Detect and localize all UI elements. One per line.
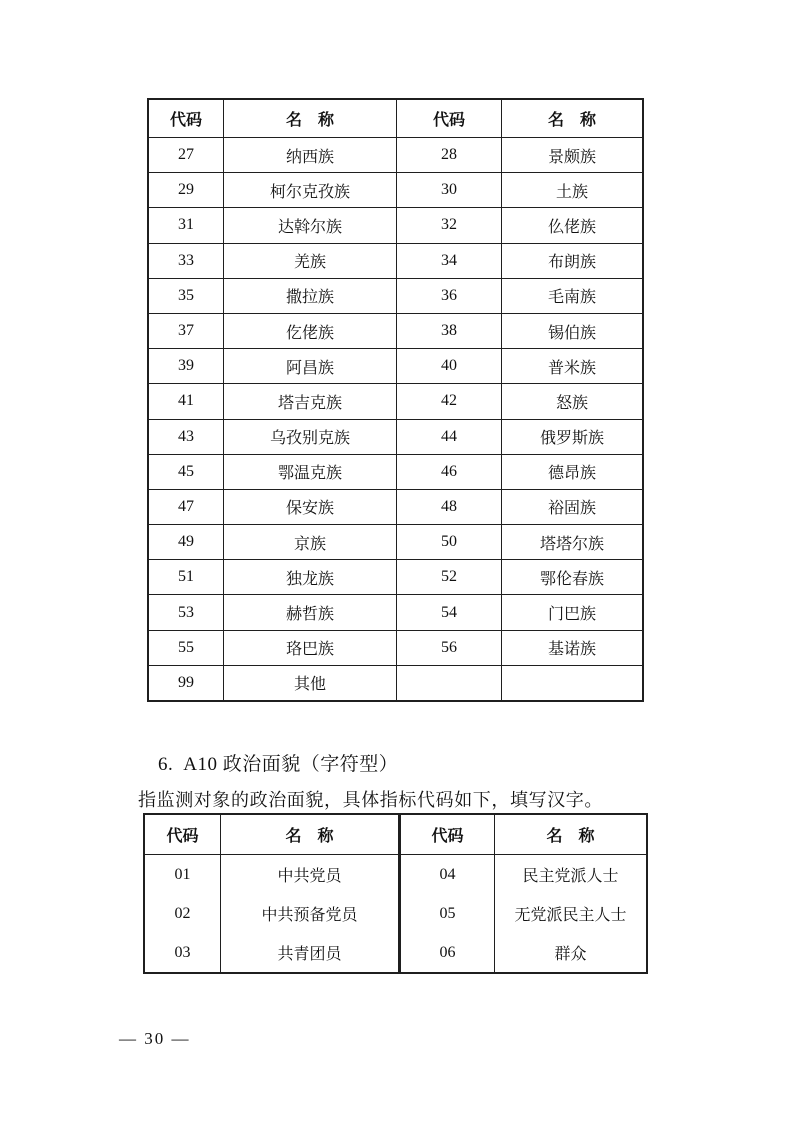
table-cell: 达斡尔族 [224, 208, 397, 243]
table-cell: 31 [148, 208, 224, 243]
table-row [148, 595, 643, 630]
section-description: 指监测对象的政治面貌，具体指标代码如下，填写汉字。 [138, 790, 603, 810]
table-row [148, 313, 643, 348]
table-cell: 33 [148, 243, 224, 278]
table-cell: 48 [397, 489, 502, 524]
table-row [148, 560, 643, 595]
table-cell: 群众 [495, 933, 648, 973]
column-header: 名 称 [221, 814, 400, 855]
table-row [148, 278, 643, 313]
table-row [148, 208, 643, 243]
table-cell: 34 [397, 243, 502, 278]
table-row [148, 349, 643, 384]
table-cell: 共青团员 [221, 933, 400, 973]
table-cell: 49 [148, 525, 224, 560]
table-row [148, 384, 643, 419]
table-cell: 珞巴族 [224, 630, 397, 665]
table-cell: 塔吉克族 [224, 384, 397, 419]
table-cell: 柯尔克孜族 [224, 173, 397, 208]
table-cell: 41 [148, 384, 224, 419]
table-cell: 45 [148, 454, 224, 489]
table-cell: 01 [144, 855, 221, 895]
table-cell: 布朗族 [502, 243, 644, 278]
table-header-row [144, 814, 647, 855]
table-cell: 56 [397, 630, 502, 665]
table-cell: 京族 [224, 525, 397, 560]
page-number: — 30 — [119, 1029, 191, 1048]
table-cell: 38 [397, 313, 502, 348]
table-row [148, 173, 643, 208]
section-heading [158, 749, 398, 776]
table-cell: 毛南族 [502, 278, 644, 313]
table-cell: 其他 [224, 665, 397, 701]
table-cell: 德昂族 [502, 454, 644, 489]
column-header: 名 称 [224, 99, 397, 138]
table-cell: 普米族 [502, 349, 644, 384]
table-cell: 52 [397, 560, 502, 595]
table-cell: 39 [148, 349, 224, 384]
table-cell: 02 [144, 894, 221, 933]
table-cell: 撒拉族 [224, 278, 397, 313]
table-cell: 51 [148, 560, 224, 595]
table-cell: 35 [148, 278, 224, 313]
table-row [148, 630, 643, 665]
table-cell [502, 665, 644, 701]
table-cell: 30 [397, 173, 502, 208]
table-cell: 50 [397, 525, 502, 560]
table-cell: 仡佬族 [224, 313, 397, 348]
table-row [148, 489, 643, 524]
table-cell: 独龙族 [224, 560, 397, 595]
table-cell: 53 [148, 595, 224, 630]
table-cell: 40 [397, 349, 502, 384]
table-cell: 99 [148, 665, 224, 701]
table-cell: 27 [148, 138, 224, 173]
table-cell: 中共党员 [221, 855, 400, 895]
table-cell: 46 [397, 454, 502, 489]
table-cell: 羌族 [224, 243, 397, 278]
table-header-row [148, 99, 643, 138]
table-row [144, 855, 647, 895]
table-cell: 鄂温克族 [224, 454, 397, 489]
table-cell: 36 [397, 278, 502, 313]
table-cell: 纳西族 [224, 138, 397, 173]
table-cell: 04 [400, 855, 495, 895]
table-row [148, 454, 643, 489]
table-cell: 鄂伦春族 [502, 560, 644, 595]
table-cell: 仫佬族 [502, 208, 644, 243]
column-header: 名 称 [495, 814, 648, 855]
table-cell: 赫哲族 [224, 595, 397, 630]
table-cell: 怒族 [502, 384, 644, 419]
table-cell: 37 [148, 313, 224, 348]
table-cell: 32 [397, 208, 502, 243]
table-cell: 基诺族 [502, 630, 644, 665]
table-cell: 中共预备党员 [221, 894, 400, 933]
section-number: 6. [158, 754, 174, 775]
column-header: 名 称 [502, 99, 644, 138]
table-cell: 民主党派人士 [495, 855, 648, 895]
table-cell: 43 [148, 419, 224, 454]
table-cell: 42 [397, 384, 502, 419]
table-cell: 05 [400, 894, 495, 933]
table-cell: 阿昌族 [224, 349, 397, 384]
political-status-table [143, 813, 648, 974]
table-cell: 28 [397, 138, 502, 173]
column-header: 代码 [144, 814, 221, 855]
table-row [148, 525, 643, 560]
table-cell: 29 [148, 173, 224, 208]
column-header: 代码 [148, 99, 224, 138]
column-header: 代码 [397, 99, 502, 138]
table-cell: 门巴族 [502, 595, 644, 630]
table-cell: 54 [397, 595, 502, 630]
table-cell: 47 [148, 489, 224, 524]
ethnic-code-table [147, 98, 644, 702]
table-cell: 乌孜别克族 [224, 419, 397, 454]
table-row [148, 665, 643, 701]
table-cell: 土族 [502, 173, 644, 208]
table-cell: 03 [144, 933, 221, 973]
table-row [148, 419, 643, 454]
table-cell [397, 665, 502, 701]
table-cell: 06 [400, 933, 495, 973]
table-cell: 无党派民主人士 [495, 894, 648, 933]
section-title: A10 政治面貌（字符型） [183, 754, 399, 775]
table-row [148, 243, 643, 278]
table-cell: 裕固族 [502, 489, 644, 524]
table-row [144, 933, 647, 973]
table-cell: 55 [148, 630, 224, 665]
table-row [148, 138, 643, 173]
table-cell: 塔塔尔族 [502, 525, 644, 560]
table-cell: 44 [397, 419, 502, 454]
table-row [144, 894, 647, 933]
table-cell: 俄罗斯族 [502, 419, 644, 454]
table-cell: 保安族 [224, 489, 397, 524]
table-cell: 景颇族 [502, 138, 644, 173]
table-cell: 锡伯族 [502, 313, 644, 348]
column-header: 代码 [400, 814, 495, 855]
